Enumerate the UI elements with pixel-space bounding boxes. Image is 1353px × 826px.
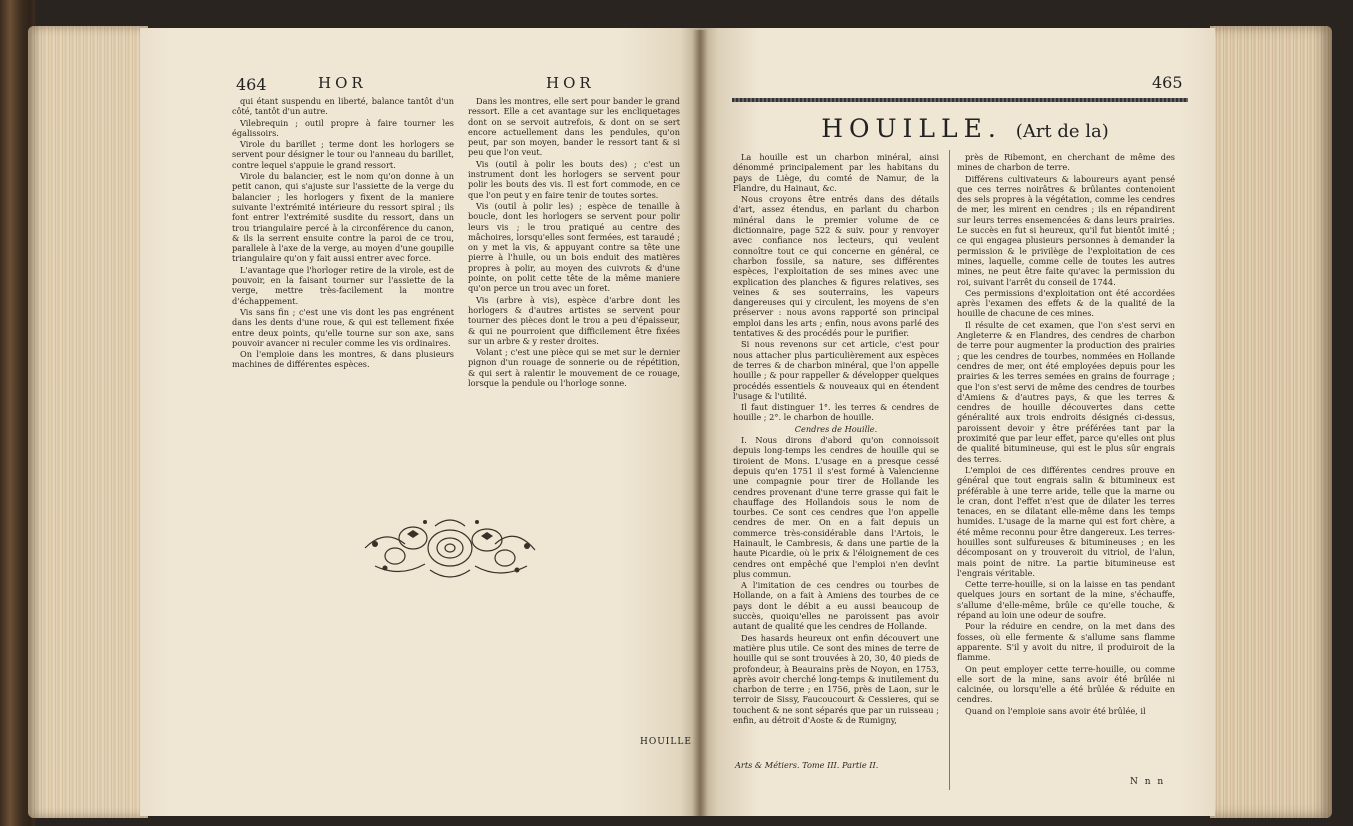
paragraph: Nous croyons être entrés dans des détails d'art, assez étendus, en parlant du charbon minéral dans le premier volume de ce dictionnaire, page 522 & suiv. pour y renvoyer avec confiance nos lecteurs, qui veulent connoître tout ce qui concerne en général, ce charbon fossile, sa nature, ses différentes espèces, l'exploitation de ses mines avec une explication des planches & figures relatives, ses veines & ses souterrains, les vapeurs dangereuses qui y circulent, les moyens de s'en préserver : nous avons rapporté son principal emploi dans les arts ; enfin, nous avons parlé des tentatives & des procédés pour le purifier. — [733, 194, 939, 339]
paragraph: Ces permissions d'exploitation ont été accordées après l'examen des effets & de la qualité de la houille de chacune de ces mines. — [957, 287, 1175, 319]
paragraph: Volant ; c'est une pièce qui se met sur le dernier pignon d'un rouage de sonnerie ou de répétition, & qui sert à ralentir le mouvement de ce rouage, lorsque la pendule ou l'horloge sonne. — [468, 347, 680, 389]
paragraph: Cette terre-houille, si on la laisse en tas pendant quelques jours en sortant de la mine, s'échauffe, s'allume d'elle-même, brûle ce qu'elle touche, & répand au loin une odeur de soufre. — [957, 579, 1175, 621]
headpiece-rule — [732, 98, 1188, 102]
left-page-column-2 — [468, 96, 680, 389]
paragraph: Vilebrequin ; outil propre à faire tourner les égalissoirs. — [232, 117, 454, 138]
paragraph: Vis sans fin ; c'est une vis dont les pas engrénent dans les dents d'une roue, & qui est tellement fixée entre deux points, qu'elle tourne sur son axe, sans pouvoir avancer ni reculer comme les vis ordinaires. — [232, 306, 454, 348]
page-number-right: 465 — [1152, 73, 1183, 92]
title-main: HOUILLE. — [821, 114, 1002, 143]
running-head-left: HOR — [318, 74, 367, 92]
paragraph: L'avantage que l'horloger retire de la virole, est de pouvoir, en la faisant tourner sur l'assiette de la verge, mettre très-facilement la montre d'échappement. — [232, 264, 454, 306]
page-number-left: 464 — [236, 75, 267, 94]
paragraph: Pour la réduire en cendre, on la met dans des fosses, où elle fermente & s'allume sans flamme apparente. S'il y avoit du nitre, il produiroit de la flamme. — [957, 621, 1175, 663]
paragraph: On peut employer cette terre-houille, ou comme elle sort de la mine, sans avoir été brûlée ni calcinée, ou lorsqu'elle a été brûlée & réduite en cendres. — [957, 663, 1175, 705]
paragraph: Différens cultivateurs & laboureurs ayant pensé que ces terres noirâtres & brûlantes contenoient des sels propres à la végétation, comme les cendres de mer, les mirent en cendres ; ils en répandirent sur leurs terres ensemencées & dans leurs prairies. Le succès en fut si heureux, qu'il fut bientôt imité ; ce qui engagea plusieurs personnes à demander la permission & le privilège de l'exploitation de ces mines, laquelle, comme celle de toutes les autres mines, ne peut être faite qu'avec la permission du roi, suivant l'arrêt du conseil de 1744. — [957, 173, 1175, 287]
floral-ornament — [355, 508, 545, 586]
paragraph: qui étant suspendu en liberté, balance tantôt d'un côté, tantôt d'un autre. — [232, 96, 454, 117]
paragraph: On l'emploie dans les montres, & dans plusieurs machines de différentes espèces. — [232, 349, 454, 370]
paragraph: près de Ribemont, en cherchant de même des mines de charbon de terre. — [957, 152, 1175, 173]
right-page-column-2 — [957, 152, 1175, 717]
paragraph: Virole du balancier, est le nom qu'on donne à un petit canon, qui s'ajuste sur l'assiette de la verge du balancier ; les horlogers y fixent de la maniere suivante l'extrémité intérieure du ressort spiral ; ils font entrer l'extrémité susdite du ressort, dans un trou triangulaire percé à la circonférence du canon, & ils la serrent ensuite contre la paroi de ce trou, parallele à l'axe de la verge, au moyen d'une goupille triangulaire qu'on y fait aussi entrer avec force. — [232, 171, 454, 264]
paragraph: L'emploi de ces différentes cendres prouve en général que tout engrais salin & bitumineux est préférable à une terre aride, telle que la marne ou le cran, dont l'effet n'est que de dilater les terres tenaces, en se dilatant elle-même dans les temps humides. L'usage de la marne qui est fort chère, a été même reconnu pour être dangereux. Les terres-houilles sont sulfureuses & bitumineuses ; en les décomposant on y trouveroit du vitriol, de l'alun, mais point de nitre. La partie bitumineuse est l'engrais véritable. — [957, 464, 1175, 578]
paragraph: A l'imitation de ces cendres ou tourbes de Hollande, on a fait à Amiens des tourbes de ce pays dont le débit a eu aussi beaucoup de succès, quoiqu'elles ne paroissent pas avoir autant de qualité que les cendres de Hollande. — [733, 580, 939, 632]
running-head-center: HOR — [546, 74, 595, 92]
paragraph: Vis (outil à polir les bouts des) ; c'est un instrument dont les horlogers se servent pour polir les bouts des vis. Il est fort commode, en ce que l'on peut y en faire tenir de toutes sortes. — [468, 158, 680, 200]
footer-volume-line: Arts & Métiers. Tome III. Partie II. — [735, 760, 879, 770]
catchword: HOUILLE — [640, 737, 692, 747]
paragraph: Des hasards heureux ont enfin découvert une matière plus utile. Ce sont des mines de terre de houille qui se sont trouvées à 20, 30, 40 pieds de profondeur, à Beaurains près de Noyon, en 1753, après avoir cherché long-temps & inutilement du charbon de terre ; en 1756, près de Laon, sur le terroir de Sissy, Faucoucourt & Cessieres, qui se touchent & ne sont séparés que par un ruisseau ; enfin, au détroit d'Aoste & de Rumigny, — [733, 632, 939, 726]
paragraph: Il résulte de cet examen, que l'on s'est servi en Angleterre & en Flandres, des cendres de charbon de terre pour augmenter la production des prairies ; que les cendres de tourbes, nommées en Hollande cendres de mer, ont été employées depuis pour les prairies & les terres semées en grains de fourrage ; que l'on s'est servi de même des cendres de tourbes d'Amiens & d'autres pays, & que les terres & cendres de houille découvertes dans cette généralité aux trois endroits désignés ci-dessus, paroissent devoir y être préférées tant par la proximité que par leur effet, parce qu'elles ont plus de qualité bitumineuse, qui est le plus sûr engrais des terres. — [957, 319, 1175, 464]
right-page-column-1 — [733, 152, 939, 726]
paragraph: Il faut distinguer 1°. les terres & cendres de houille ; 2°. le charbon de houille. — [733, 402, 939, 423]
right-page-edges — [1210, 26, 1332, 818]
left-page-edges — [28, 26, 148, 818]
paragraph: Si nous revenons sur cet article, c'est pour nous attacher plus particulièrement aux espèces de terres & de charbon minéral, que l'on appelle houille ; & pour rappeller & développer quelques procédés essentiels & nouveaux qui en étendent l'usage & l'utilité. — [733, 339, 939, 401]
title-subtitle: (Art de la) — [1015, 121, 1109, 142]
column-divider — [949, 150, 950, 790]
section-heading: Cendres de Houille. — [794, 423, 878, 434]
paragraph: I. Nous dirons d'abord qu'on connoissoit depuis long-temps les cendres de houille qui se tiroient de Mons. L'usage en a presque cessé depuis qu'en 1751 il s'est formé à Valencienne une compagnie pour tirer de Hollande les cendres provenant d'une terre grasse qui fait le chauffage des Hollandois sous le nom de tourbes. Ce sont ces cendres que l'on appelle cendres de mer. On en a fait depuis un commerce très-considérable dans l'Artois, le Hainault, le Cambresis, & dans une partie de la haute Picardie, où le prix & l'éloignement de ces cendres ont empêché que l'emploi n'en devînt plus commun. — [733, 435, 939, 579]
left-page-column-1 — [232, 96, 454, 371]
paragraph: Virole du barillet ; terme dont les horlogers se servent pour désigner le tour ou l'anneau du barillet, contre lequel s'appuie le grand ressort. — [232, 139, 454, 170]
paragraph: Vis (outil à polir les) ; espèce de tenaille à boucle, dont les horlogers se servent pour polir leurs vis ; le trou pratiqué au centre des mâchoires, lorsqu'elles sont fermées, est taraudé ; on y met la vis, & appuyant contre sa tête une pierre à l'huile, ou un bois enduit des matières propres à polir, au moyen des cuivrots & d'une pointe, on polit cette tête de la même maniere qu'on perce un trou avec un foret. — [468, 200, 680, 294]
book-gutter — [692, 30, 708, 816]
article-title — [800, 114, 1130, 143]
paragraph: Vis (arbre à vis), espèce d'arbre dont les horlogers & d'autres artistes se servent pour tourner des pièces dont le trou a peu d'épaisseur, & qui ne pourroient que difficilement être fixées sur un arbre & y rester droites. — [468, 294, 680, 346]
signature-mark: N n n — [1130, 777, 1166, 787]
paragraph: Quand on l'emploie sans avoir été brûlée, il — [965, 705, 1146, 716]
paragraph: Dans les montres, elle sert pour bander le grand ressort. Elle a cet avantage sur les encliquetages dont on se servoit autrefois, & dont on se sert encore actuellement dans les pendules, qu'on peut, par son moyen, bander le ressort tant & si peu que l'on veut. — [468, 96, 680, 158]
paragraph: La houille est un charbon minéral, ainsi dénommé principalement par les habitans du pays de Liège, du comté de Namur, de la Flandre, du Hainaut, &c. — [733, 152, 939, 193]
